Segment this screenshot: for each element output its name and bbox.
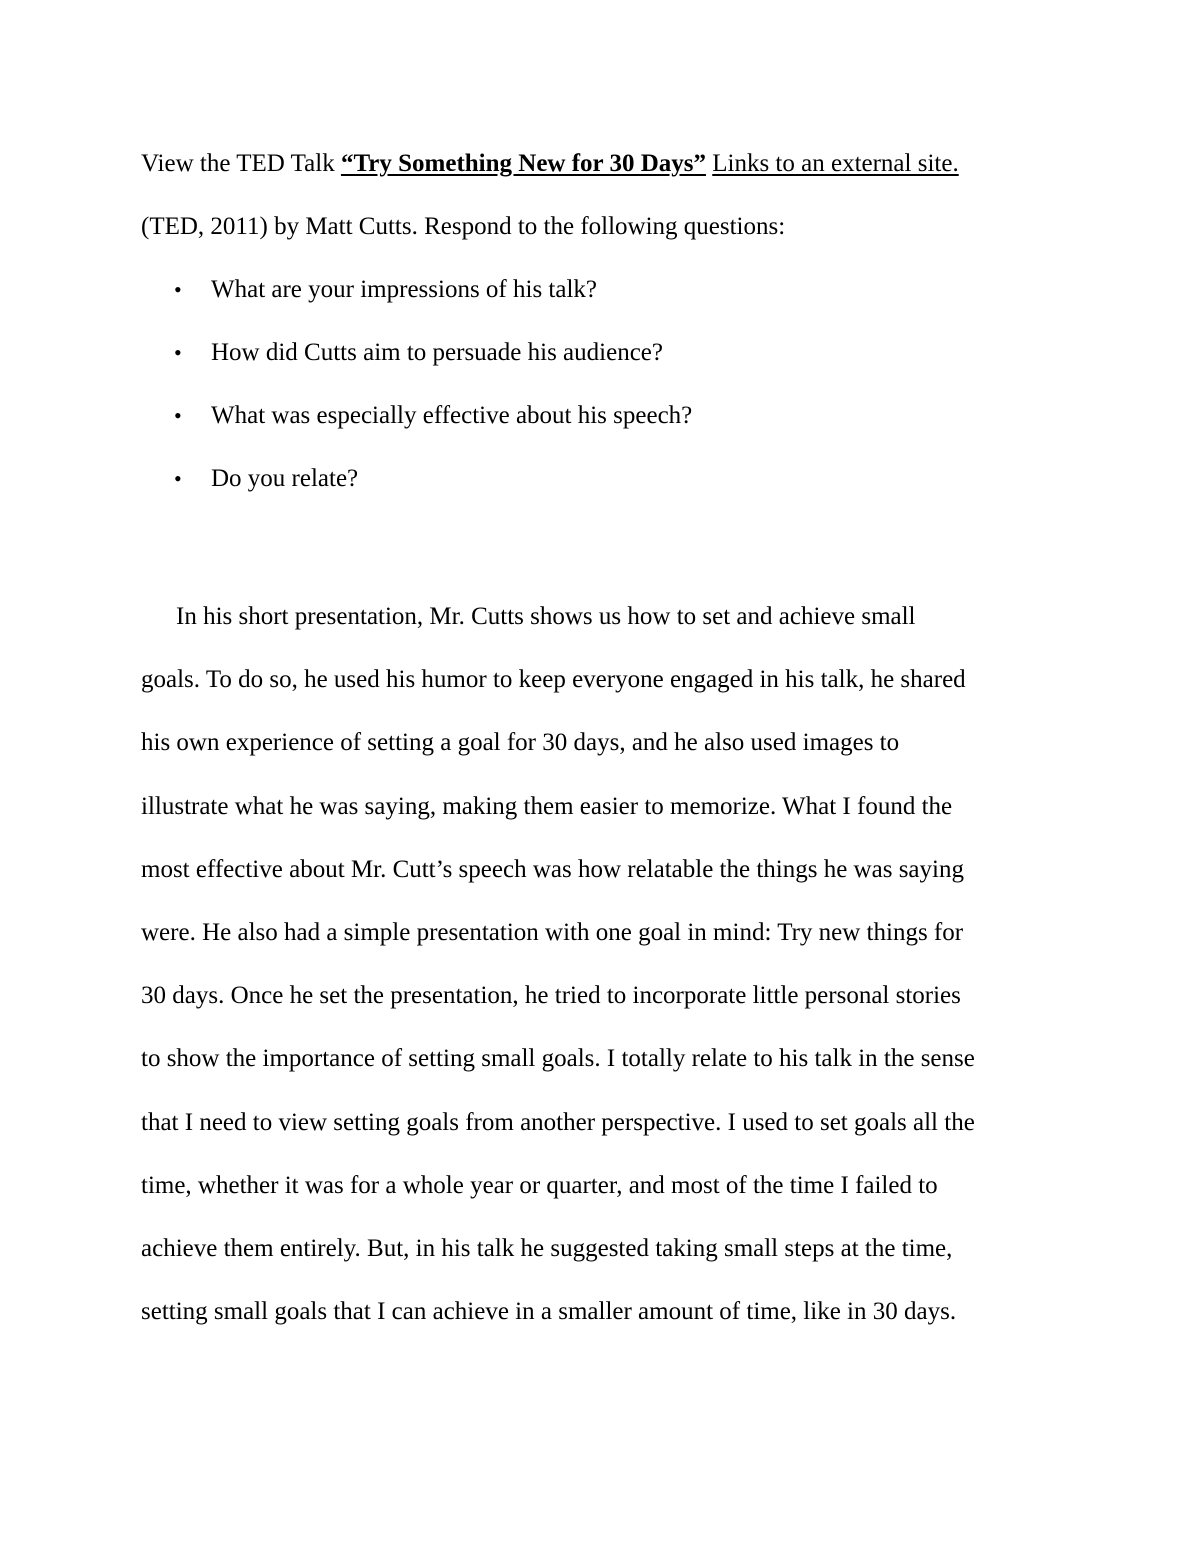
prompt-citation-line: (TED, 2011) by Matt Cutts. Respond to the following questions: [141, 213, 786, 240]
question-item [141, 321, 1081, 384]
response-line: In his short presentation, Mr. Cutts shows us how to set and achieve small [176, 603, 916, 630]
talk-title-link[interactable]: “Try Something New for 30 Days” [340, 150, 706, 177]
response-line: setting small goals that I can achieve in a smaller amount of time, like in 30 days. [141, 1298, 957, 1326]
question-text: What was especially effective about his speech? [211, 402, 693, 429]
prompt-intro-text: View the TED Talk [141, 150, 341, 177]
bullet-icon: • [174, 403, 182, 428]
question-item [141, 384, 1081, 447]
response-line: time, whether it was for a whole year or quarter, and most of the time I failed to [141, 1171, 938, 1199]
response-line: that I need to view setting goals from another perspective. I used to set goals all the [141, 1108, 975, 1136]
response-line: 30 days. Once he set the presentation, he tried to incorporate little personal stories [141, 982, 961, 1010]
question-item [141, 447, 1081, 510]
external-site-link[interactable]: Links to an external site. [712, 150, 959, 177]
response-line: goals. To do so, he used his humor to keep everyone engaged in his talk, he shared [141, 666, 966, 694]
bullet-icon: • [174, 277, 182, 302]
question-item [141, 258, 1081, 321]
assignment-prompt [141, 132, 1081, 510]
question-text: What are your impressions of his talk? [211, 276, 598, 303]
response-line: his own experience of setting a goal for 30 days, and he also used images to [141, 729, 900, 757]
question-list [141, 258, 1081, 510]
response-paragraph [141, 585, 1081, 1343]
response-line: achieve them entirely. But, in his talk he suggested taking small steps at the time, [141, 1235, 953, 1263]
bullet-icon: • [174, 466, 182, 491]
response-line: to show the importance of setting small goals. I totally relate to his talk in the sense [141, 1045, 975, 1073]
question-text: Do you relate? [211, 465, 359, 492]
prompt-intro-line [141, 132, 1081, 195]
response-line: most effective about Mr. Cutt’s speech was how relatable the things he was saying [141, 855, 964, 883]
bullet-icon: • [174, 340, 182, 365]
question-text: How did Cutts aim to persuade his audience? [211, 339, 663, 366]
response-line: illustrate what he was saying, making them easier to memorize. What I found the [141, 792, 953, 820]
response-line: were. He also had a simple presentation with one goal in mind: Try new things for [141, 919, 964, 947]
